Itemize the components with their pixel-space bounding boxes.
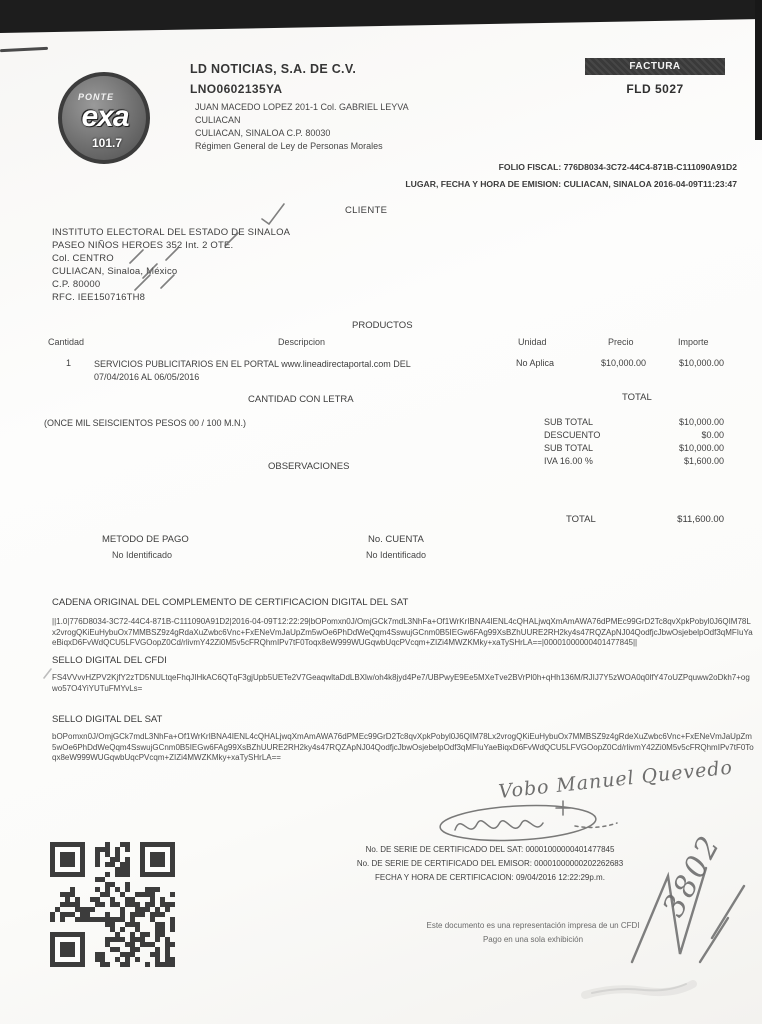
- product-row-importe: $10,000.00: [678, 358, 724, 368]
- faint-smudge: [585, 984, 693, 995]
- column-header-importe: Importe: [678, 337, 709, 347]
- qr-code: [50, 842, 175, 967]
- company-rfc: LNO0602135YA: [190, 82, 283, 96]
- logo-ponte-label: PONTE: [78, 92, 115, 102]
- totales-heading: TOTAL: [622, 392, 652, 403]
- folio-fiscal-line: FOLIO FISCAL: 776D8034-3C72-44C4-871B-C111090A91D2: [498, 162, 737, 172]
- product-row-unidad: No Aplica: [516, 358, 555, 368]
- company-name: LD NOTICIAS, S.A. DE C.V.: [190, 62, 357, 76]
- logo-exa-wordmark: exa: [81, 100, 129, 133]
- company-address-line: Régimen General de Ley de Personas Morales: [195, 141, 383, 151]
- payment-method-heading: METODO DE PAGO: [102, 534, 189, 545]
- column-header-unidad: Unidad: [518, 337, 547, 347]
- sello-sat-heading: SELLO DIGITAL DEL SAT: [52, 714, 163, 725]
- scan-artifact-right-edge: [755, 0, 762, 140]
- invoice-folio: FLD 5027: [626, 82, 684, 96]
- total-row-label: IVA 16.00 %: [544, 456, 593, 466]
- cliente-heading: CLIENTE: [345, 205, 388, 216]
- handwritten-vobo-note: Vobo Manuel Quevedo: [497, 756, 734, 804]
- company-address-line: CULIACAN: [195, 115, 241, 125]
- client-address-line: C.P. 80000: [52, 279, 101, 290]
- cantidad-con-letra-heading: CANTIDAD CON LETRA: [248, 394, 354, 405]
- logo-frequency-label: 101.7: [92, 136, 123, 150]
- total-row-value: $10,000.00: [678, 443, 724, 453]
- column-header-cantidad: Cantidad: [48, 337, 85, 347]
- product-row-cantidad: 1: [66, 358, 72, 368]
- footer-line-2: Pago en una sola exhibición: [482, 935, 584, 944]
- qr-code-graphic: [50, 842, 175, 967]
- client-name: INSTITUTO ELECTORAL DEL ESTADO DE SINALOA: [52, 227, 291, 238]
- emission-line: LUGAR, FECHA Y HORA DE EMISION: CULIACAN, SINALOA 2016-04-09T11:23:47: [405, 179, 737, 189]
- client-rfc-line: RFC. IEE150716TH8: [52, 292, 146, 303]
- sello-cfdi-text: FS4VVvvHZPV2KjfY2zTD5NULtqeFhqJIHkAC6QTqF3gjUpb5UETe2V7GeaqwltaDdLBXlw/oh4k8jyd4Pe7/UBPwyE9Ee5MXeTve2BVrPl0h+qHh136M/RJIJ7Y5zWOA0q0lfY47oUZPquww2oDkh7+ogwo57O4YiYUTuFMYvLs=: [52, 673, 750, 693]
- client-address-line: CULIACAN, Sinaloa, México: [52, 266, 178, 277]
- cadena-original-heading: CADENA ORIGINAL DEL COMPLEMENTO DE CERTIFICACION DIGITAL DEL SAT: [52, 597, 409, 608]
- grand-total-value: $11,600.00: [677, 514, 724, 525]
- company-address-line: CULIACAN, SINALOA C.P. 80030: [195, 128, 331, 138]
- observaciones-heading: OBSERVACIONES: [268, 461, 350, 472]
- grand-total-label: TOTAL: [566, 514, 596, 525]
- product-row-precio: $10,000.00: [600, 358, 646, 368]
- scan-artifact-dash: [0, 47, 48, 53]
- footer-line-1: Este documento es una representación impresa de un CFDI: [426, 921, 640, 930]
- client-address-line: Col. CENTRO: [52, 253, 114, 264]
- total-row-value: $0.00: [701, 430, 724, 440]
- client-address-line: PASEO NIÑOS HEROES 352 Int. 2 OTE.: [52, 240, 234, 251]
- account-number-heading: No. CUENTA: [368, 534, 424, 545]
- payment-method-value: No Identificado: [112, 550, 173, 560]
- handwritten-signature: [439, 801, 617, 844]
- account-number-value: No Identificado: [366, 550, 427, 560]
- cadena-original-text: ||1.0|776D8034-3C72-44C4-871B-C111090A91D2|2016-04-09T12:22:29|bOPomxn0J/OmjGCk7mdL3NhFa+Of1WrKrIBNA4IENL4cQHALjwqXmAmAWA76dPMEc99GrD2Tc8qvXpkPobyl0J6QIM78Lx2vrogQKiEuHybuOx7MMBSZ9z4gRdaXuZwbc6Vnc+FxENeVmJaUpZm5wOe6PhDdWeQqm4SswujGCnm0B5IEGw6FAg99XsBZhUURE2RH2ky4s47RQZApNJ04QodfjcJbwOsjebelpOdf3qMFIuYaeBiqxD6FvWdQCU5LFVGOopZ0Cd/rlivmY42Zi0M5v5cFRQhmIPv7tF0Toqx8eW999WUGqwbUqcPVcqm+ZIZi4MWZKMky+xaTySHrLA==|00001000000401477845||: [52, 617, 753, 647]
- fecha-certificacion-line: FECHA Y HORA DE CERTIFICACION: 09/04/2016 12:22:29p.m.: [375, 873, 605, 882]
- total-row-label: DESCUENTO: [544, 430, 601, 440]
- column-header-descripcion: Descripcion: [278, 337, 326, 347]
- exa-radio-logo: [58, 72, 150, 164]
- total-row-value: $10,000.00: [678, 417, 724, 427]
- factura-badge: FACTURA: [585, 58, 725, 75]
- serie-emisor-line: No. DE SERIE DE CERTIFICADO DEL EMISOR: 00001000000202262683: [356, 859, 624, 868]
- serie-sat-line: No. DE SERIE DE CERTIFICADO DEL SAT: 00001000000401477845: [365, 845, 615, 854]
- scan-artifact-top-band: [0, 0, 762, 34]
- sello-cfdi-heading: SELLO DIGITAL DEL CFDI: [52, 655, 167, 666]
- amount-in-words: (ONCE MIL SEISCIENTOS PESOS 00 / 100 M.N.): [44, 418, 247, 428]
- column-header-precio: Precio: [608, 337, 634, 347]
- company-address-line: JUAN MACEDO LOPEZ 201-1 Col. GABRIEL LEYVA: [195, 102, 409, 112]
- total-row-label: SUB TOTAL: [544, 443, 594, 453]
- productos-heading: PRODUCTOS: [352, 320, 413, 331]
- handwritten-number: 3802: [655, 828, 729, 923]
- total-row-value: $1,600.00: [683, 456, 724, 466]
- product-row-descripcion: SERVICIOS PUBLICITARIOS EN EL PORTAL www.lineadirectaportal.com DEL 07/04/2016 AL 06/05/2016: [94, 359, 411, 382]
- total-row-label: SUB TOTAL: [544, 417, 594, 427]
- sello-sat-text: bOPomxn0J/OmjGCk7mdL3NhFa+Of1WrKrIBNA4IENL4cQHALjwqXmAmAWA76dPMEc99GrD2Tc8qvXpkPobyl0J6QIM78Lx2vrogQKiEuHybuOx7MMBSZ9z4gRdeXuZwbc6Vnc+FxENeVmJaUpZm5wOe6PhDdWeQqm4SswujGCnm0B5IEGw6FAg99XsBZhUURE2RH2ky4s47RQZApNJ04QodfjcJbwOsjebelpOdf3qMFIuYaeBiqxD6FvWdQCU5LFVGOopZ0Cd/rlivmY42Zi0M5v5cFRQhmIPv7tF0Toqx8eW999WUGqwbUqcPVcqm+ZIZi4MWZKMky+xaTySHrLA==: [52, 732, 754, 762]
